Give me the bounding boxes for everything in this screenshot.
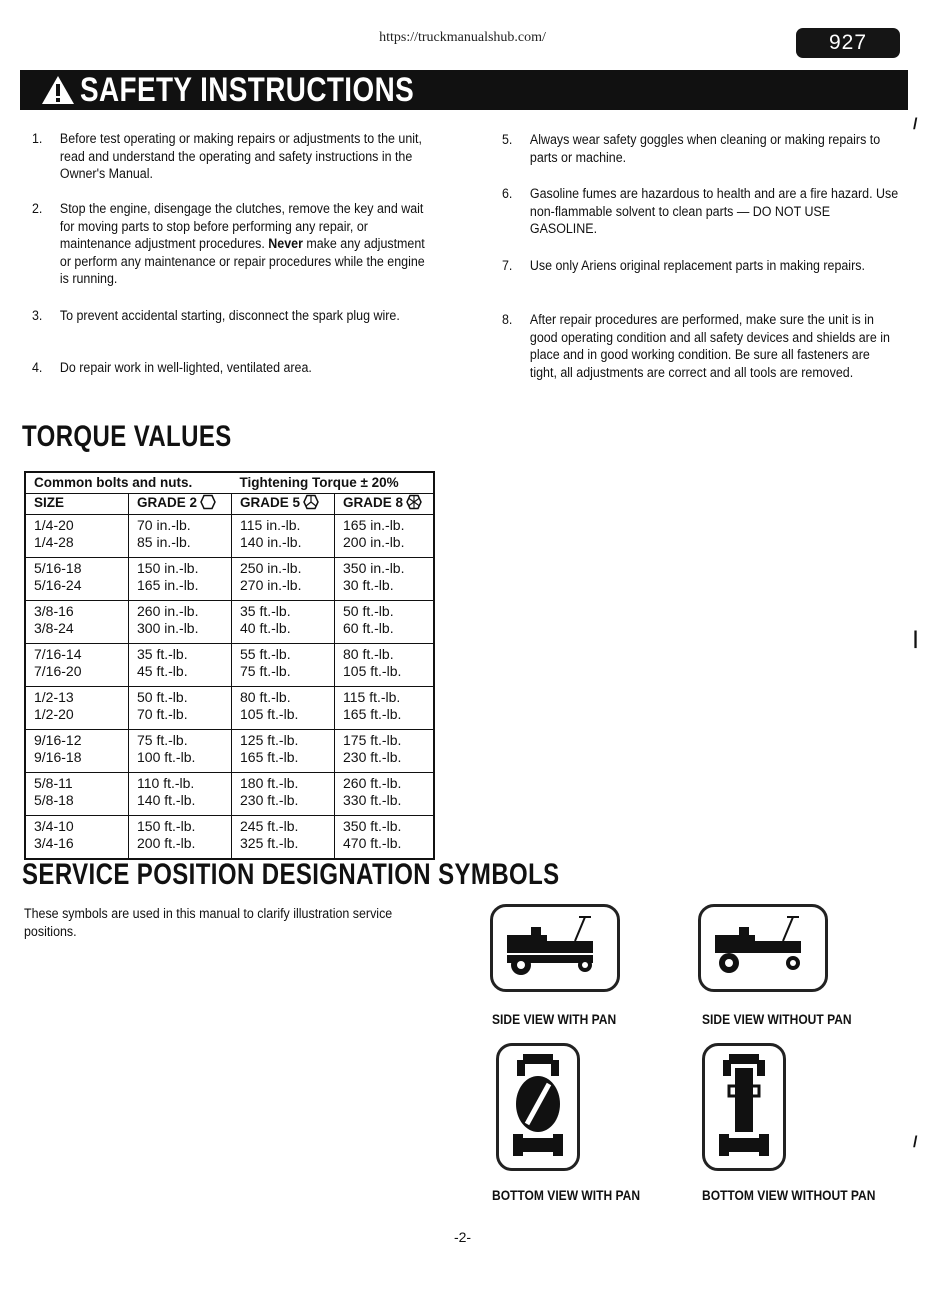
torque-value: 165 in.-lb. — [137, 577, 199, 593]
torque-cell — [25, 687, 129, 730]
torque-value: 100 ft.-lb. — [137, 749, 196, 765]
torque-cell — [335, 601, 435, 644]
torque-value: 1/4-20 — [34, 517, 74, 533]
torque-group-row — [25, 730, 434, 773]
item-text: Always wear safety goggles when cleaning or making repairs to parts or machine. — [529, 132, 881, 165]
torque-group-row — [25, 601, 434, 644]
torque-value: 140 ft.-lb. — [137, 792, 196, 808]
torque-value: 330 ft.-lb. — [343, 792, 402, 808]
torque-cell — [335, 730, 435, 773]
symbol-label-side-with-pan: SIDE VIEW WITH PAN — [492, 1011, 617, 1027]
torque-value: 105 ft.-lb. — [240, 706, 299, 722]
torque-value: 45 ft.-lb. — [137, 663, 188, 679]
torque-header-right: Tightening Torque ± 20% — [232, 472, 435, 494]
service-intro: These symbols are used in this manual to clarify illustration service positions. — [24, 906, 393, 939]
warning-triangle-icon — [40, 74, 76, 106]
torque-value: 230 ft.-lb. — [240, 792, 299, 808]
torque-cell — [335, 687, 435, 730]
torque-value: 200 in.-lb. — [343, 534, 405, 550]
col-grade-5 — [232, 494, 335, 515]
torque-value: 80 ft.-lb. — [343, 646, 394, 662]
torque-value: 30 ft.-lb. — [343, 577, 394, 593]
item-text: Before test operating or making repairs or adjustments to the unit, read and understand the operating and safety instructions in the Owner's Manual. — [59, 131, 422, 181]
torque-value: 5/8-18 — [34, 792, 74, 808]
tractor-side-with-pan-icon — [490, 904, 620, 992]
item-number: 1. — [32, 131, 43, 146]
torque-value: 75 ft.-lb. — [240, 663, 291, 679]
torque-cell — [129, 730, 232, 773]
torque-cell — [25, 773, 129, 816]
torque-group-row — [25, 816, 434, 860]
safety-banner — [20, 70, 908, 110]
item-number: 6. — [502, 186, 513, 201]
torque-group-row — [25, 515, 434, 558]
torque-cell — [25, 515, 129, 558]
item-text-main: Stop the engine, disengage the clutches, remove the key and wait for moving parts to stop before performing any repair, or maintenance adjustment procedures. — [59, 201, 424, 251]
torque-value: 5/8-11 — [34, 775, 73, 791]
torque-value: 175 ft.-lb. — [343, 732, 402, 748]
torque-cell — [335, 558, 435, 601]
symbol-label-bottom-without-pan: BOTTOM VIEW WITHOUT PAN — [702, 1187, 876, 1203]
torque-value: 5/16-18 — [34, 560, 82, 576]
torque-columns-row — [25, 494, 434, 515]
torque-value: 250 in.-lb. — [240, 560, 302, 576]
torque-value: 110 ft.-lb. — [137, 775, 195, 791]
item-number: 7. — [502, 258, 513, 273]
torque-value: 165 in.-lb. — [343, 517, 405, 533]
torque-value: 140 in.-lb. — [240, 534, 302, 550]
torque-value: 115 ft.-lb. — [343, 689, 401, 705]
torque-value: 260 in.-lb. — [137, 603, 199, 619]
torque-value: 245 ft.-lb. — [240, 818, 299, 834]
torque-value: 35 ft.-lb. — [137, 646, 188, 662]
tractor-side-without-pan-icon — [698, 904, 828, 992]
item-text: Do repair work in well-lighted, ventilated area. — [59, 360, 312, 375]
torque-cell — [232, 558, 335, 601]
page-number: -2- — [453, 1229, 472, 1245]
torque-cell — [232, 644, 335, 687]
torque-cell — [232, 601, 335, 644]
item-text: To prevent accidental starting, disconnect the spark plug wire. — [59, 308, 400, 323]
torque-value: 300 in.-lb. — [137, 620, 199, 636]
torque-cell — [25, 816, 129, 860]
torque-value: 3/4-10 — [34, 818, 74, 834]
torque-cell — [25, 730, 129, 773]
torque-value: 230 ft.-lb. — [343, 749, 402, 765]
torque-value: 3/8-24 — [34, 620, 74, 636]
torque-cell — [232, 730, 335, 773]
hex-plain-icon — [200, 494, 216, 510]
torque-group-row — [25, 687, 434, 730]
torque-value: 80 ft.-lb. — [240, 689, 291, 705]
col-grade-8 — [335, 494, 435, 515]
torque-cell — [129, 816, 232, 860]
torque-value: 1/2-13 — [34, 689, 74, 705]
col-grade-2 — [129, 494, 232, 515]
torque-cell — [129, 558, 232, 601]
torque-value: 50 ft.-lb. — [343, 603, 394, 619]
torque-cell — [232, 816, 335, 860]
torque-value: 7/16-14 — [34, 646, 82, 662]
torque-value: 3/4-16 — [34, 835, 74, 851]
torque-value: 165 ft.-lb. — [343, 706, 402, 722]
margin-mark: / — [913, 116, 918, 133]
page-badge: 927 — [796, 28, 900, 58]
torque-cell — [232, 773, 335, 816]
item-number: 5. — [502, 132, 513, 147]
torque-value: 5/16-24 — [34, 577, 82, 593]
torque-value: 50 ft.-lb. — [137, 689, 188, 705]
torque-group-row — [25, 644, 434, 687]
torque-value: 35 ft.-lb. — [240, 603, 291, 619]
col-grade-2-label: GRADE 2 — [137, 495, 198, 510]
torque-value: 115 in.-lb. — [240, 517, 301, 533]
hex-six-lines-icon — [406, 494, 422, 510]
torque-group-row — [25, 773, 434, 816]
col-size: SIZE — [25, 494, 129, 515]
item-number: 8. — [502, 312, 513, 327]
torque-table — [24, 471, 435, 860]
hex-three-lines-icon — [303, 494, 319, 510]
torque-value: 350 ft.-lb. — [343, 818, 402, 834]
torque-value: 325 ft.-lb. — [240, 835, 299, 851]
torque-header-row — [25, 472, 434, 494]
torque-header-left: Common bolts and nuts. — [25, 472, 232, 494]
torque-value: 70 ft.-lb. — [137, 706, 188, 722]
torque-value: 180 ft.-lb. — [240, 775, 299, 791]
torque-cell — [25, 558, 129, 601]
torque-value: 150 ft.-lb. — [137, 818, 196, 834]
symbol-label-bottom-with-pan: BOTTOM VIEW WITH PAN — [492, 1187, 641, 1203]
torque-value: 75 ft.-lb. — [137, 732, 188, 748]
torque-value: 470 ft.-lb. — [343, 835, 402, 851]
torque-value: 9/16-18 — [34, 749, 82, 765]
torque-cell — [129, 515, 232, 558]
torque-group-row — [25, 558, 434, 601]
torque-value: 105 ft.-lb. — [343, 663, 402, 679]
torque-value: 1/2-20 — [34, 706, 74, 722]
torque-value: 125 ft.-lb. — [240, 732, 299, 748]
torque-cell — [129, 601, 232, 644]
item-number: 3. — [32, 308, 43, 323]
item-number: 4. — [32, 360, 43, 375]
margin-mark: | — [913, 628, 919, 648]
margin-mark: / — [913, 1134, 918, 1151]
safety-title: SAFETY INSTRUCTIONS — [80, 70, 415, 109]
torque-value: 200 ft.-lb. — [137, 835, 196, 851]
service-title: SERVICE POSITION DESIGNATION SYMBOLS — [22, 858, 560, 891]
torque-value: 270 in.-lb. — [240, 577, 302, 593]
source-url: https://truckmanualshub.com/ — [379, 30, 546, 45]
torque-value: 9/16-12 — [34, 732, 82, 748]
tractor-bottom-without-pan-icon — [702, 1043, 786, 1171]
torque-cell — [335, 816, 435, 860]
torque-value: 3/8-16 — [34, 603, 74, 619]
item-text-bold: Never — [268, 236, 303, 251]
torque-value: 85 in.-lb. — [137, 534, 191, 550]
torque-cell — [335, 773, 435, 816]
torque-value: 350 in.-lb. — [343, 560, 405, 576]
item-number: 2. — [32, 201, 43, 216]
torque-value: 60 ft.-lb. — [343, 620, 394, 636]
torque-cell — [129, 644, 232, 687]
torque-value: 1/4-28 — [34, 534, 74, 550]
torque-cell — [232, 687, 335, 730]
item-text-after: make any adjustment or perform any maintenance or repair procedures while the engine is running. — [59, 236, 425, 286]
torque-cell — [232, 515, 335, 558]
torque-cell — [25, 601, 129, 644]
tractor-bottom-with-pan-icon — [496, 1043, 580, 1171]
symbol-label-side-without-pan: SIDE VIEW WITHOUT PAN — [702, 1011, 852, 1027]
torque-value: 55 ft.-lb. — [240, 646, 291, 662]
torque-cell — [129, 773, 232, 816]
item-text: Gasoline fumes are hazardous to health and are a fire hazard. Use non-flammable solvent to clean parts — DO NOT USE GASOLINE. — [529, 186, 899, 236]
torque-value: 70 in.-lb. — [137, 517, 191, 533]
col-grade-8-label: GRADE 8 — [343, 495, 404, 510]
torque-value: 7/16-20 — [34, 663, 82, 679]
col-grade-5-label: GRADE 5 — [240, 495, 301, 510]
torque-title: TORQUE VALUES — [22, 420, 232, 453]
torque-value: 40 ft.-lb. — [240, 620, 291, 636]
torque-cell — [129, 687, 232, 730]
item-text: Use only Ariens original replacement parts in making repairs. — [529, 258, 865, 273]
torque-cell — [335, 515, 435, 558]
item-text: After repair procedures are performed, make sure the unit is in good operating condition and all safety devices and shields are in place and in good working condition. Be sure all fasteners are tight, all adjustments are correct and all tools are removed. — [529, 312, 890, 380]
item-text — [60, 200, 430, 288]
torque-cell — [335, 644, 435, 687]
torque-cell — [25, 644, 129, 687]
torque-value: 260 ft.-lb. — [343, 775, 402, 791]
torque-value: 150 in.-lb. — [137, 560, 199, 576]
torque-value: 165 ft.-lb. — [240, 749, 299, 765]
